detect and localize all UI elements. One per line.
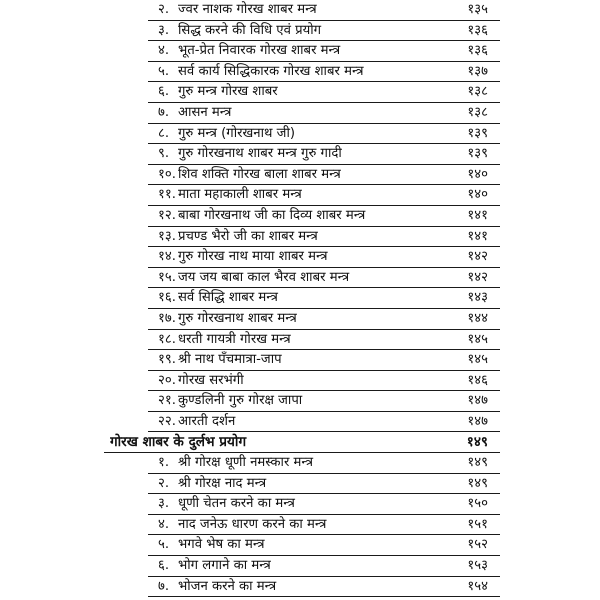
entry-title: गुरु गोरख नाथ माया शाबर मन्त्र (178, 249, 328, 265)
entry-title: सिद्ध करने की विधि एवं प्रयोग (178, 22, 322, 38)
entry-title: नाद जनेऊ धारण करने का मन्त्र (178, 516, 327, 532)
entry-number: ४. (158, 516, 170, 532)
entry-page: १४७ (467, 413, 488, 429)
entry-page: १४७ (467, 393, 488, 409)
entry-number: १४. (158, 249, 176, 265)
entry-number: ३. (158, 496, 170, 512)
toc-entry (0, 82, 600, 103)
entry-page: १३८ (467, 84, 488, 100)
toc-entry (0, 103, 600, 124)
entry-number: ७. (158, 104, 170, 120)
entry-page: १३६ (467, 22, 488, 38)
toc-entry (0, 165, 600, 186)
entry-page: १४१ (467, 207, 488, 223)
entry-title: शिव शक्ति गोरख बाला शाबर मन्त्र (178, 166, 341, 182)
entry-title: धूणी चेतन करने का मन्त्र (178, 496, 295, 512)
entry-number: १०. (158, 166, 176, 182)
entry-title: बाबा गोरखनाथ जी का दिव्य शाबर मन्त्र (178, 207, 366, 223)
entry-number: २. (158, 2, 170, 17)
entry-number: २२. (158, 413, 176, 429)
toc-entry (0, 247, 600, 268)
entry-page: १३९ (467, 146, 488, 162)
toc-entry (0, 371, 600, 392)
entry-number: ५. (158, 537, 170, 553)
entry-page: १३५ (467, 2, 488, 17)
section-page: १४९ (466, 434, 488, 451)
entry-number: ५. (158, 63, 170, 79)
toc-entry (0, 577, 600, 598)
toc-entry (0, 474, 600, 495)
entry-title: धरती गायत्री गोरख मन्त्र (178, 331, 291, 347)
entry-title: जय जय बाबा काल भैरव शाबर मन्त्र (178, 269, 350, 285)
entry-title: भोजन करने का मन्त्र (178, 578, 277, 594)
entry-title: प्रचण्ड भैरो जी का शाबर मन्त्र (178, 228, 318, 244)
toc-entry (0, 62, 600, 83)
section-title: गोरख शाबर के दुर्लभ प्रयोग (110, 434, 247, 451)
entry-page: १३६ (467, 43, 488, 59)
entry-number: ८. (158, 125, 170, 141)
entry-title: गुरु मन्त्र (गोरखनाथ जी) (178, 125, 296, 141)
entry-page: १४५ (467, 331, 488, 347)
entry-title: गोरख सरभंगी (178, 372, 244, 388)
toc-entry (0, 391, 600, 412)
toc-entry (0, 412, 600, 433)
entry-number: २१. (158, 393, 176, 409)
entry-number: १५. (158, 269, 176, 285)
toc-entry (0, 515, 600, 536)
entry-title: भगवे भेष का मन्त्र (178, 537, 265, 553)
entry-number: १८. (158, 331, 176, 347)
entry-page: १५० (467, 496, 488, 512)
toc-entry (0, 0, 600, 21)
entry-number: ४. (158, 43, 170, 59)
entry-title: भोग लगाने का मन्त्र (178, 558, 271, 574)
toc-entry (0, 144, 600, 165)
toc-entry (0, 453, 600, 474)
entry-title: श्री नाथ पँचमात्रा-जाप (178, 352, 282, 368)
entry-number: १७. (158, 310, 176, 326)
entry-number: २. (158, 475, 170, 491)
entry-number: १२. (158, 207, 176, 223)
entry-number: १. (158, 455, 170, 471)
toc-entry (0, 268, 600, 289)
entry-title: आरती दर्शन (178, 413, 236, 429)
entry-title: कुण्डलिनी गुरु गोरक्ष जापा (178, 393, 303, 409)
toc-entry (0, 309, 600, 330)
entry-number: ९. (158, 146, 170, 162)
entry-page: १४३ (467, 290, 488, 306)
toc-entry (0, 124, 600, 145)
toc-entry (0, 350, 600, 371)
entry-page: १४२ (467, 269, 488, 285)
entry-page: १४४ (467, 310, 488, 326)
entry-page: १५३ (467, 558, 488, 574)
entry-page: १४० (467, 166, 488, 182)
toc-entry (0, 206, 600, 227)
entry-page: १४९ (467, 455, 488, 471)
entry-title: श्री गोरक्ष धूणी नमस्कार मन्त्र (178, 455, 313, 471)
entry-title: भूत-प्रेत निवारक गोरख शाबर मन्त्र (178, 43, 341, 59)
entry-page: १४५ (467, 352, 488, 368)
entry-number: १९. (158, 352, 176, 368)
toc-entry (0, 21, 600, 42)
entry-title: श्री गोरक्ष नाद मन्त्र (178, 475, 267, 491)
toc-entry (0, 185, 600, 206)
entry-page: १४९ (467, 475, 488, 491)
entry-number: ७. (158, 578, 170, 594)
toc-entry (0, 330, 600, 351)
entry-page: १४२ (467, 249, 488, 265)
entry-number: १६. (158, 290, 176, 306)
entry-page: १३७ (467, 63, 488, 79)
entry-page: १४१ (467, 228, 488, 244)
toc-entry (0, 494, 600, 515)
entry-page: १३८ (467, 104, 488, 120)
entry-number: ६. (158, 84, 170, 100)
entry-page: १५२ (467, 537, 488, 553)
entry-title: माता महाकाली शाबर मन्त्र (178, 187, 302, 203)
toc-entry (0, 535, 600, 556)
entry-title: गुरु गोरखनाथ शाबर मन्त्र (178, 310, 297, 326)
entry-page: १४० (467, 187, 488, 203)
entry-number: ११. (158, 187, 176, 203)
entry-page: १३९ (467, 125, 488, 141)
entry-page: १५१ (467, 516, 488, 532)
toc-entry (0, 556, 600, 577)
entry-number: २०. (158, 372, 176, 388)
entry-title: सर्व सिद्धि शाबर मन्त्र (178, 290, 278, 306)
entry-title: गुरु मन्त्र गोरख शाबर (178, 84, 278, 100)
toc-section-heading (0, 432, 600, 453)
entry-title: गुरु गोरखनाथ शाबर मन्त्र गुरु गादी (178, 146, 342, 162)
entry-page: १४६ (467, 372, 488, 388)
entry-title: आसन मन्त्र (178, 104, 232, 120)
toc-entry (0, 41, 600, 62)
toc-entry (0, 227, 600, 248)
entry-title: ज्वर नाशक गोरख शाबर मन्त्र (178, 2, 317, 17)
entry-number: ३. (158, 22, 170, 38)
entry-number: १३. (158, 228, 176, 244)
entry-title: सर्व कार्य सिद्धिकारक गोरख शाबर मन्त्र (178, 63, 364, 79)
entry-number: ६. (158, 558, 170, 574)
entry-page: १५४ (467, 578, 488, 594)
toc-entry (0, 288, 600, 309)
